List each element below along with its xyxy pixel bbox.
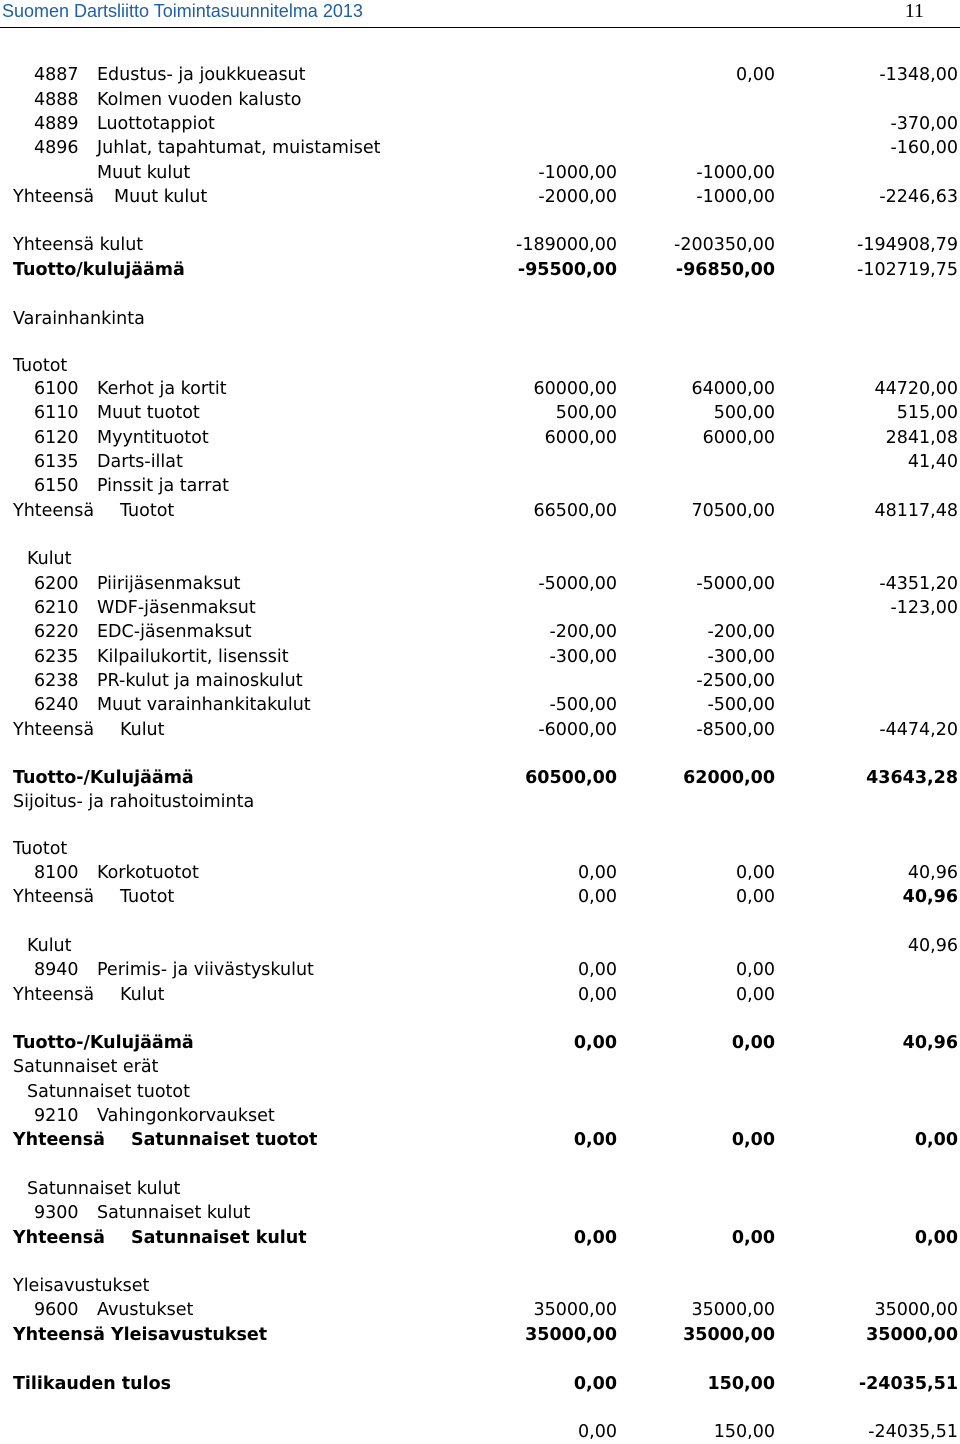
budget-2013-value: 0,00	[578, 863, 617, 883]
table-row	[0, 354, 960, 378]
table-row	[0, 1274, 960, 1298]
table-row	[0, 885, 960, 909]
row-label: Satunnaiset kulut	[27, 1179, 181, 1199]
budget-2012-value: 0,00	[736, 863, 775, 883]
budget-2012-value: -300,00	[707, 647, 775, 667]
actual-2011-value: 2841,08	[885, 428, 958, 448]
table-row	[0, 1104, 960, 1128]
table-row	[0, 1080, 960, 1104]
table-row	[0, 377, 960, 401]
actual-2011-value: -194908,79	[857, 235, 958, 255]
budget-2012-value: 150,00	[713, 1422, 775, 1442]
account-number: 6220	[34, 622, 79, 642]
actual-2011-value: -123,00	[890, 598, 958, 618]
row-label: Kolmen vuoden kalusto	[97, 90, 302, 110]
account-number: 4887	[34, 65, 79, 85]
row-label: Yhteensä Yleisavustukset	[13, 1325, 268, 1345]
row-label: Avustukset	[97, 1300, 194, 1320]
table-row	[0, 934, 960, 958]
table-row	[0, 63, 960, 87]
budget-2012-value: 500,00	[713, 403, 775, 423]
table-row	[0, 499, 960, 523]
actual-2011-value: -24035,51	[868, 1422, 958, 1442]
budget-2013-value: 60000,00	[533, 379, 617, 399]
row-label: EDC-jäsenmaksut	[97, 622, 252, 642]
account-number: 9600	[34, 1300, 79, 1320]
row-label: WDF-jäsenmaksut	[97, 598, 256, 618]
budget-2013-value: 35000,00	[533, 1300, 617, 1320]
table-row	[0, 1323, 960, 1347]
budget-2013-value: 0,00	[573, 1374, 617, 1394]
actual-2011-value: 35000,00	[874, 1300, 958, 1320]
table-row	[0, 307, 960, 331]
table-row	[0, 596, 960, 620]
row-label: Tuotot	[13, 356, 68, 376]
budget-2012-value: -1000,00	[696, 163, 775, 183]
actual-2011-value: 40,96	[902, 1033, 958, 1053]
row-label: Muut kulut	[114, 187, 208, 207]
table-row	[0, 669, 960, 693]
budget-2012-value: -5000,00	[696, 574, 775, 594]
budget-2012-value: -200,00	[707, 622, 775, 642]
account-number: 6238	[34, 671, 79, 691]
row-label: Tuotto-/Kulujäämä	[13, 1033, 194, 1053]
table-row	[0, 790, 960, 814]
table-row	[0, 1177, 960, 1201]
table-row	[0, 837, 960, 861]
budget-2012-value: 6000,00	[702, 428, 775, 448]
row-label: Kulut	[27, 936, 72, 956]
row-label: Yhteensä	[13, 720, 95, 740]
actual-2011-value: -4351,20	[879, 574, 958, 594]
row-label: Tuotot	[13, 839, 68, 859]
actual-2011-value: 40,96	[907, 863, 958, 883]
table-row	[0, 1372, 960, 1396]
row-label: Yhteensä	[13, 1228, 105, 1248]
budget-2013-value: 0,00	[578, 960, 617, 980]
table-row	[0, 233, 960, 257]
actual-2011-value: 515,00	[896, 403, 958, 423]
row-label: Perimis- ja viivästyskulut	[97, 960, 314, 980]
table-row	[0, 1226, 960, 1250]
account-number: 6210	[34, 598, 79, 618]
budget-2013-value: 0,00	[573, 1130, 617, 1150]
budget-2013-value: -189000,00	[516, 235, 617, 255]
table-row	[0, 185, 960, 209]
actual-2011-value: 43643,28	[866, 768, 958, 788]
budget-2012-value: 150,00	[707, 1374, 775, 1394]
budget-2013-value: -2000,00	[538, 187, 617, 207]
table-row	[0, 645, 960, 669]
row-label: Vahingonkorvaukset	[97, 1106, 275, 1126]
account-number: 6120	[34, 428, 79, 448]
row-label: PR-kulut ja mainoskulut	[97, 671, 303, 691]
row-label: Satunnaiset kulut	[97, 1203, 251, 1223]
budget-2013-value: 60500,00	[525, 768, 617, 788]
table-row	[0, 112, 960, 136]
budget-2012-value: 0,00	[731, 1130, 775, 1150]
row-label: Yleisavustukset	[13, 1276, 150, 1296]
table-row	[0, 474, 960, 498]
budget-2012-value: 0,00	[731, 1228, 775, 1248]
row-label: Sijoitus- ja rahoitustoiminta	[13, 792, 255, 812]
budget-2012-value: 0,00	[736, 887, 775, 907]
row-label: Satunnaiset kulut	[131, 1228, 307, 1248]
actual-2011-value: 41,40	[907, 452, 958, 472]
account-number: 8940	[34, 960, 79, 980]
budget-2013-value: 0,00	[573, 1033, 617, 1053]
budget-2012-value: -2500,00	[696, 671, 775, 691]
account-number: 4889	[34, 114, 79, 134]
actual-2011-value: 0,00	[914, 1130, 958, 1150]
row-label: Satunnaiset erät	[13, 1057, 159, 1077]
row-label: Satunnaiset tuotot	[131, 1130, 318, 1150]
table-row	[0, 983, 960, 1007]
row-label: Korkotuotot	[97, 863, 199, 883]
table-row	[0, 401, 960, 425]
budget-2012-value: 35000,00	[683, 1325, 775, 1345]
budget-2012-value: -500,00	[707, 695, 775, 715]
table-row	[0, 572, 960, 596]
budget-2012-value: 0,00	[731, 1033, 775, 1053]
table-row	[0, 766, 960, 790]
account-number: 6240	[34, 695, 79, 715]
budget-2013-value: -500,00	[549, 695, 617, 715]
budget-2013-value: -95500,00	[517, 260, 617, 280]
budget-2012-value: 0,00	[736, 65, 775, 85]
actual-2011-value: 40,96	[902, 887, 958, 907]
actual-2011-value: -160,00	[890, 138, 958, 158]
table-row	[0, 861, 960, 885]
table-row	[0, 450, 960, 474]
table-row	[0, 426, 960, 450]
table-row	[0, 1031, 960, 1055]
table-row	[0, 620, 960, 644]
row-label: Edustus- ja joukkueasut	[97, 65, 306, 85]
table-row	[0, 1420, 960, 1444]
account-number: 9300	[34, 1203, 79, 1223]
row-label: Muut tuotot	[97, 403, 200, 423]
budget-2013-value: 0,00	[573, 1228, 617, 1248]
row-label: Pinssit ja tarrat	[97, 476, 230, 496]
budget-2012-value: 35000,00	[691, 1300, 775, 1320]
budget-2012-value: -8500,00	[696, 720, 775, 740]
budget-2013-value: 35000,00	[525, 1325, 617, 1345]
row-label: Kulut	[120, 720, 165, 740]
table-row	[0, 161, 960, 185]
actual-2011-value: -24035,51	[858, 1374, 958, 1394]
budget-2012-value: -96850,00	[675, 260, 775, 280]
account-number: 6110	[34, 403, 79, 423]
row-label: Yhteensä	[13, 887, 95, 907]
table-row	[0, 1201, 960, 1225]
budget-2013-value: 0,00	[578, 887, 617, 907]
row-label: Tuotot	[120, 887, 175, 907]
row-label: Satunnaiset tuotot	[27, 1082, 190, 1102]
table-row	[0, 547, 960, 571]
budget-2013-value: -1000,00	[538, 163, 617, 183]
row-label: Muut kulut	[97, 163, 191, 183]
table-row	[0, 1298, 960, 1322]
budget-2012-value: 70500,00	[691, 501, 775, 521]
row-label: Kulut	[27, 549, 72, 569]
budget-2013-value: 6000,00	[544, 428, 617, 448]
budget-2013-value: -200,00	[549, 622, 617, 642]
budget-2012-value: 0,00	[736, 960, 775, 980]
budget-2013-value: -6000,00	[538, 720, 617, 740]
table-row	[0, 718, 960, 742]
account-number: 6235	[34, 647, 79, 667]
document-title: Suomen Dartsliitto Toimintasuunnitelma 2013	[2, 1, 363, 21]
budget-2012-value: -1000,00	[696, 187, 775, 207]
account-number: 4888	[34, 90, 79, 110]
budget-2012-value: 62000,00	[683, 768, 775, 788]
budget-2013-value: 0,00	[578, 1422, 617, 1442]
row-label: Yhteensä	[13, 1130, 105, 1150]
account-number: 6135	[34, 452, 79, 472]
actual-2011-value: 40,96	[907, 936, 958, 956]
account-number: 6200	[34, 574, 79, 594]
row-label: Juhlat, tapahtumat, muistamiset	[97, 138, 381, 158]
budget-2013-value: 66500,00	[533, 501, 617, 521]
budget-2012-value: 0,00	[736, 985, 775, 1005]
actual-2011-value: 35000,00	[866, 1325, 958, 1345]
actual-2011-value: -2246,63	[879, 187, 958, 207]
row-label: Yhteensä	[13, 985, 95, 1005]
actual-2011-value: -4474,20	[879, 720, 958, 740]
actual-2011-value: -1348,00	[879, 65, 958, 85]
row-label: Yhteensä kulut	[13, 235, 144, 255]
row-label: Tuotto/kulujäämä	[13, 260, 185, 280]
table-row	[0, 693, 960, 717]
row-label: Yhteensä	[13, 187, 95, 207]
table-row	[0, 1128, 960, 1152]
actual-2011-value: 48117,48	[874, 501, 958, 521]
row-label: Kulut	[120, 985, 165, 1005]
account-number: 6150	[34, 476, 79, 496]
actual-2011-value: 44720,00	[874, 379, 958, 399]
row-label: Piirijäsenmaksut	[97, 574, 241, 594]
actual-2011-value: 0,00	[914, 1228, 958, 1248]
row-label: Kerhot ja kortit	[97, 379, 227, 399]
budget-2013-value: 500,00	[555, 403, 617, 423]
table-row	[0, 88, 960, 112]
actual-2011-value: -370,00	[890, 114, 958, 134]
table-row	[0, 136, 960, 160]
table-row	[0, 1055, 960, 1079]
row-label: Tuotto-/Kulujäämä	[13, 768, 194, 788]
account-number: 9210	[34, 1106, 79, 1126]
row-label: Muut varainhankitakulut	[97, 695, 311, 715]
page-header	[0, 0, 960, 28]
account-number: 8100	[34, 863, 79, 883]
budget-2013-value: -5000,00	[538, 574, 617, 594]
row-label: Luottotappiot	[97, 114, 215, 134]
row-label: Yhteensä	[13, 501, 95, 521]
account-number: 6100	[34, 379, 79, 399]
row-label: Myyntituotot	[97, 428, 209, 448]
budget-2012-value: 64000,00	[691, 379, 775, 399]
budget-2013-value: 0,00	[578, 985, 617, 1005]
table-row	[0, 258, 960, 282]
row-label: Varainhankinta	[13, 309, 145, 329]
budget-2012-value: -200350,00	[674, 235, 775, 255]
account-number: 4896	[34, 138, 79, 158]
row-label: Tilikauden tulos	[13, 1374, 172, 1394]
row-label: Kilpailukortit, lisenssit	[97, 647, 289, 667]
table-row	[0, 958, 960, 982]
actual-2011-value: -102719,75	[857, 260, 958, 280]
page-number: 11	[904, 0, 924, 22]
row-label: Tuotot	[120, 501, 175, 521]
budget-2013-value: -300,00	[549, 647, 617, 667]
row-label: Darts-illat	[97, 452, 183, 472]
